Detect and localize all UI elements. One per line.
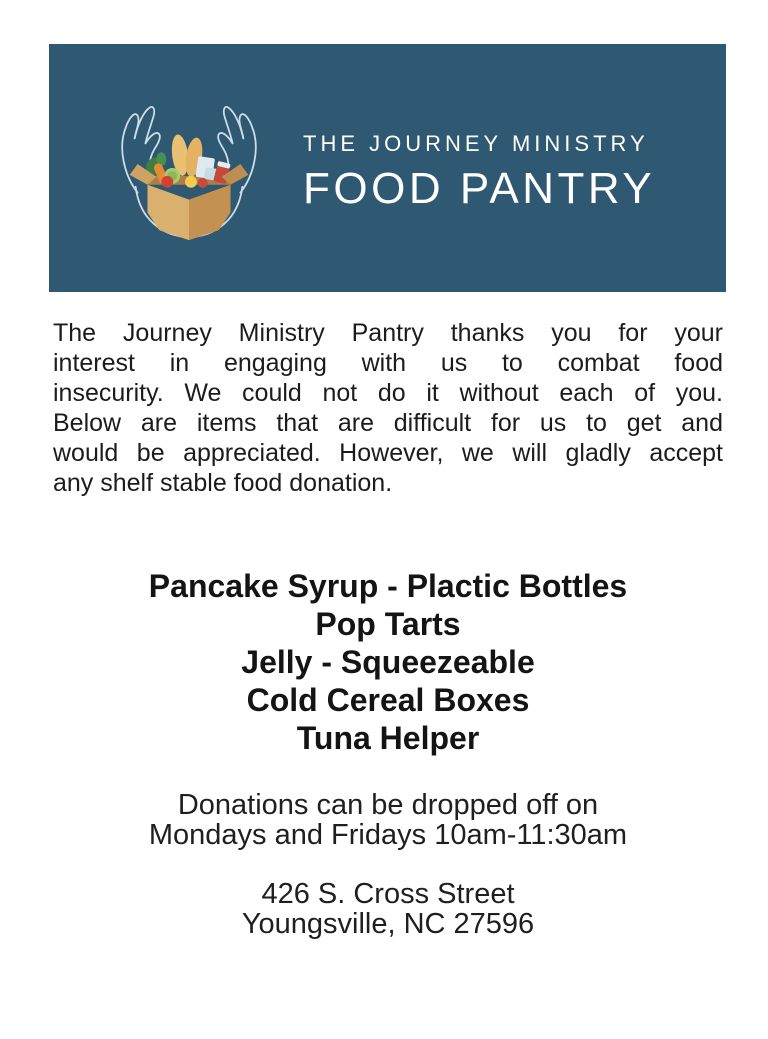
org-name: THE JOURNEY MINISTRY — [303, 130, 649, 156]
intro-line: would be appreciated. However, we will gladly accept — [53, 439, 723, 467]
header-banner — [49, 44, 726, 292]
dropoff-line: Donations can be dropped off on — [177, 789, 599, 821]
dropoff-line: Mondays and Fridays 10am-11:30am — [148, 819, 628, 851]
address-line: 426 S. Cross Street — [261, 878, 515, 910]
address — [53, 879, 723, 939]
intro-line: Below are items that are difficult for us to get and — [53, 409, 723, 437]
intro-line: interest in engaging with us to combat food — [53, 349, 723, 377]
intro-line: insecurity. We could not do it without each of you. — [53, 379, 723, 407]
intro-line: any shelf stable food donation. — [53, 469, 393, 497]
needed-item: Cold Cereal Boxes — [246, 682, 530, 718]
banner-text — [303, 131, 655, 214]
needed-item: Tuna Helper — [296, 720, 480, 756]
needed-item: Pancake Syrup - Plactic Bottles — [148, 568, 628, 604]
page-title: FOOD PANTRY — [303, 163, 656, 213]
dropoff-schedule — [53, 790, 723, 850]
intro-paragraph — [53, 318, 723, 498]
flyer-page — [0, 44, 768, 1039]
needed-items-list — [53, 567, 723, 757]
intro-line: The Journey Ministry Pantry thanks you for your — [53, 319, 723, 347]
needed-item: Jelly - Squeezeable — [241, 644, 535, 680]
address-line: Youngsville, NC 27596 — [241, 908, 535, 940]
hands-holding-food-box-icon — [105, 80, 273, 256]
needed-item: Pop Tarts — [315, 606, 461, 642]
